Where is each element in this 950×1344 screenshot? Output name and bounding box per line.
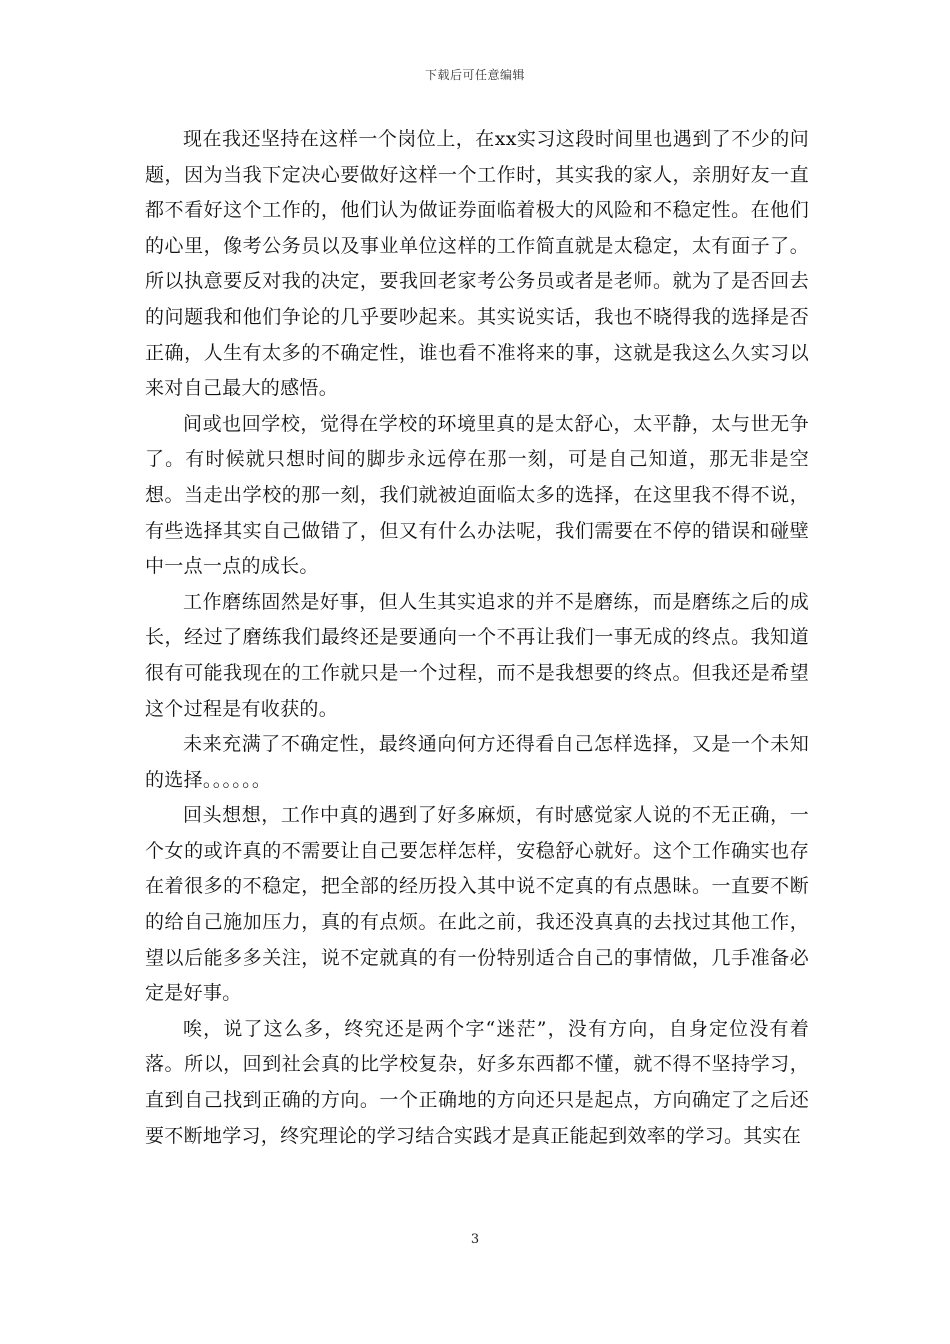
paragraph: 现在我还坚持在这样一个岗位上，在xx实习这段时间里也遇到了不少的问题，因为当我下定决心要做好这样一个工作时，其实我的家人，亲朋好友一直都不看好这个工作的，他们认为做证券面临着极大的风险和不稳定性。在他们的心里，像考公务员以及事业单位这样的工作简直就是太稳定，太有面子了。所以执意要反对我的决定，要我回老家考公务员或者是老师。就为了是否回去的问题我和他们争论的几乎要吵起来。其实说实话，我也不晓得我的选择是否正确，人生有太多的不确定性，谁也看不准将来的事，这就是我这么久实习以来对自己最大的感悟。	[145, 128, 809, 400]
paragraph: 间或也回学校，觉得在学校的环境里真的是太舒心，太平静，太与世无争了。有时候就只想时间的脚步永远停在那一刻，可是自己知道，那无非是空想。当走出学校的那一刻，我们就被迫面临太多的选择，在这里我不得不说，有些选择其实自己做错了，但又有什么办法呢，我们需要在不停的错误和碰壁中一点一点的成长。	[145, 412, 809, 578]
document-body	[145, 122, 809, 1154]
paragraph: 唉，说了这么多，终究还是两个字“迷茫”，没有方向，自身定位没有着落。所以，回到社会真的比学校复杂，好多东西都不懂，就不得不坚持学习，直到自己找到正确的方向。一个正确地的方向还只是起点，方向确定了之后还要不断地学习，终究理论的学习结合实践才是真正能起到效率的学习。其实在	[145, 1017, 809, 1147]
paragraph: 未来充满了不确定性，最终通向何方还得看自己怎样选择，又是一个未知的选择。。。。。。	[145, 733, 809, 791]
page-number: 3	[470, 1232, 480, 1247]
paragraph: 回头想想，工作中真的遇到了好多麻烦，有时感觉家人说的不无正确，一个女的或许真的不需要让自己要怎样怎样，安稳舒心就好。这个工作确实也存在着很多的不稳定，把全部的经历投入其中说不定真的有点愚昧。一直要不断的给自己施加压力，真的有点烦。在此之前，我还没真真的去找过其他工作，望以后能多多关注，说不定就真的有一份特别适合自己的事情做，几手准备必定是好事。	[145, 804, 809, 1005]
page-header: 下载后可任意编辑	[424, 68, 525, 82]
paragraph: 工作磨练固然是好事，但人生其实追求的并不是磨练，而是磨练之后的成长，经过了磨练我们最终还是要通向一个不再让我们一事无成的终点。我知道很有可能我现在的工作就只是一个过程，而不是我想要的终点。但我还是希望这个过程是有收获的。	[145, 590, 809, 720]
